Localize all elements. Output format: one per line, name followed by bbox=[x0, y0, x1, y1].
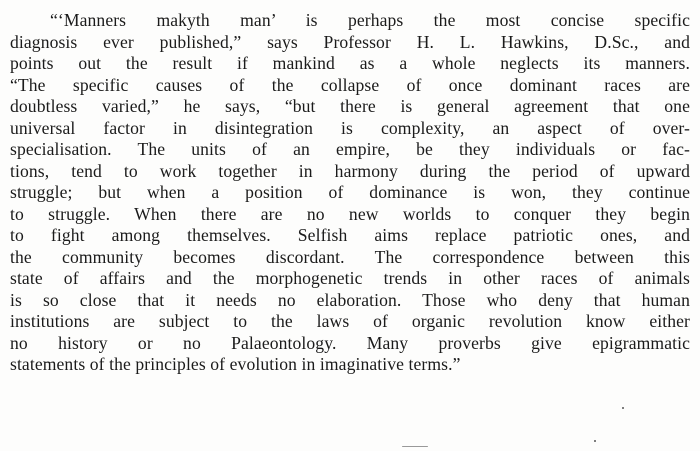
print-speck bbox=[402, 446, 428, 447]
text-line-11: to fight among themselves. Selfish aims replace patriotic ones, and bbox=[10, 225, 690, 245]
text-line-5: doubtless varied,” he says, “but there is general agreement that one bbox=[10, 96, 690, 116]
text-line-7: specialisation. The units of an empire, be they individuals or fac- bbox=[10, 139, 690, 159]
text-line-2: diagnosis ever published,” says Professor H. L. Hawkins, D.Sc., and bbox=[10, 31, 690, 52]
text-line-17: statements of the principles of evolution in imaginative terms.” bbox=[10, 354, 461, 374]
text-line-8: tions, tend to work together in harmony during the period of upward bbox=[10, 160, 690, 181]
text-line-9: struggle; but when a position of dominance is won, they continue bbox=[10, 182, 690, 202]
text-line-12: the community becomes discordant. The correspondence between this bbox=[10, 246, 690, 267]
text-line-1: “‘Manners makyth man’ is perhaps the most concise specific bbox=[50, 10, 690, 30]
text-line-14: is so close that it needs no elaboration. Those who deny that human bbox=[10, 289, 690, 310]
print-speck bbox=[594, 440, 596, 442]
text-line-4: “The specific causes of the collapse of once dominant races are bbox=[10, 74, 690, 95]
text-line-3: points out the result if mankind as a whole neglects its manners. bbox=[10, 53, 690, 73]
print-speck bbox=[622, 407, 624, 409]
text-line-6: universal factor in disintegration is complexity, an aspect of over- bbox=[10, 117, 690, 138]
text-line-15: institutions are subject to the laws of organic revolution know either bbox=[10, 311, 690, 331]
text-line-13: state of affairs and the morphogenetic trends in other races of animals bbox=[10, 268, 690, 288]
article-text-block bbox=[10, 10, 690, 376]
text-line-10: to struggle. When there are no new worlds to conquer they begin bbox=[10, 203, 690, 224]
text-line-16: no history or no Palaeontology. Many proverbs give epigrammatic bbox=[10, 332, 690, 353]
